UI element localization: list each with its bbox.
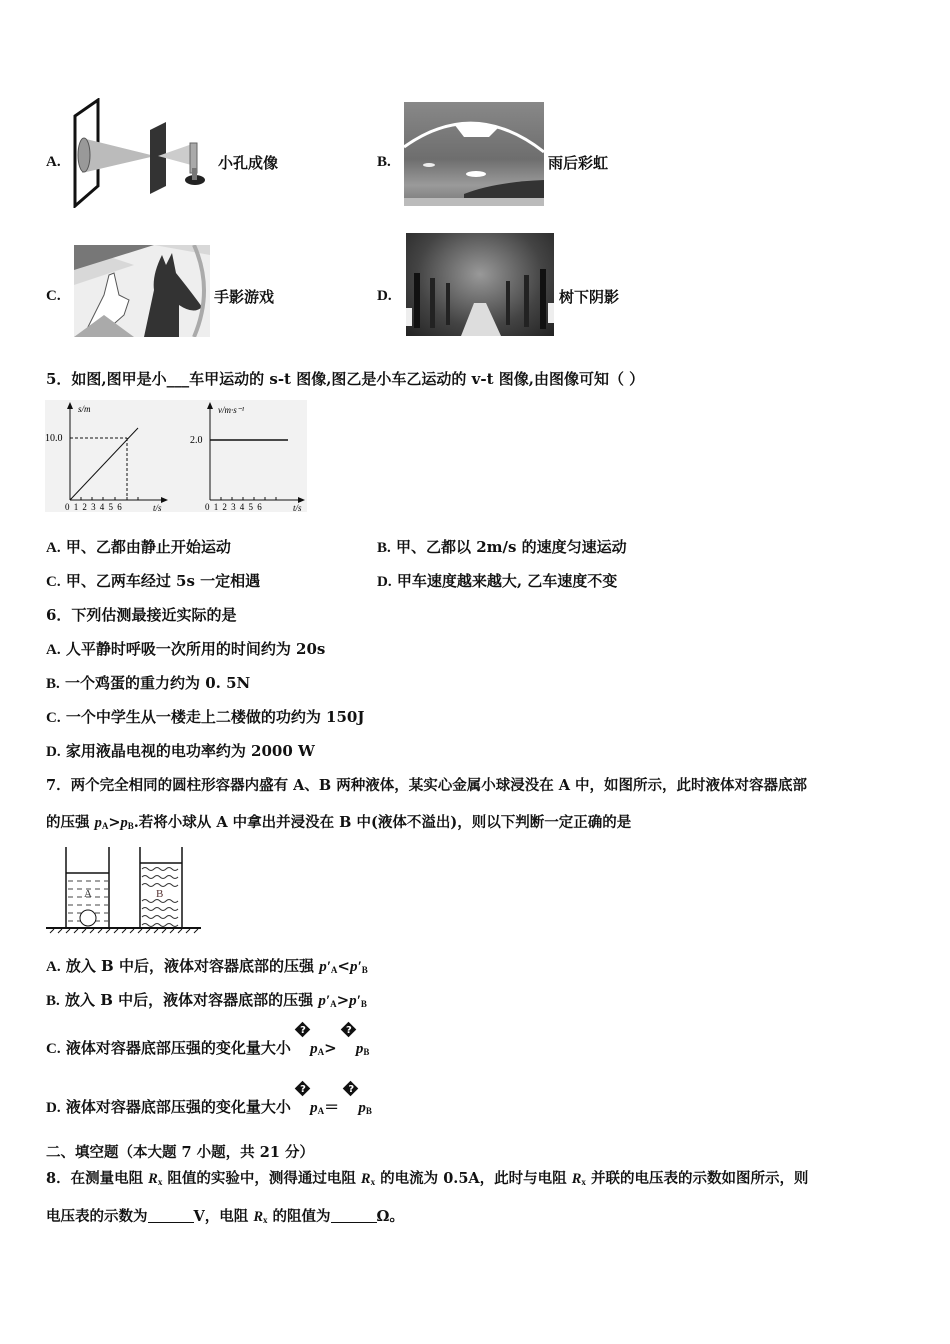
option-letter: A.: [46, 540, 61, 556]
subscript: x: [370, 1177, 376, 1187]
option-text: 放入 B 中后，液体对容器底部的压强: [65, 991, 319, 1009]
q7-option-c[interactable]: [46, 1025, 370, 1062]
option-letter: D.: [377, 574, 392, 590]
pressure-symbol: p: [120, 815, 128, 831]
q6-option-b[interactable]: [46, 673, 250, 694]
resistor-symbol: R: [360, 1171, 371, 1187]
svg-text:0123456: 0123456: [65, 502, 126, 512]
q7-stem-line1: 7．两个完全相同的圆柱形容器内盛有 A、B 两种液体，某实心金属小球浸没在 A 中，如图所示，此时液体对容器底部: [46, 777, 808, 794]
text: Ω。: [376, 1208, 404, 1225]
graph-jia-ymark: 10.0: [45, 433, 63, 444]
pressure-symbol: p′: [318, 993, 331, 1009]
resistance-answer-blank[interactable]: [331, 1208, 377, 1223]
container-b-label: B: [156, 888, 164, 900]
option-letter: A.: [46, 642, 61, 658]
q8-line1: [46, 1169, 808, 1192]
option-text: 液体对容器底部压强的变化量大小: [65, 1039, 297, 1057]
q5-graphs: [45, 400, 307, 512]
q5-stem: 5．如图,图甲是小___车甲运动的 s-t 图像,图乙是小车乙运动的 v-t 图像,由图像可知（ ）: [46, 370, 645, 388]
option-letter: C.: [46, 574, 61, 590]
subscript: B: [127, 821, 134, 831]
subscript: x: [157, 1177, 163, 1187]
option-text: 人平静时呼吸一次所用的时间约为 20s: [65, 640, 326, 658]
option-text: 放入 B 中后，液体对容器底部的压强: [65, 957, 320, 975]
q7-containers-figure: [46, 845, 206, 935]
q5-option-b[interactable]: [377, 537, 627, 558]
q8-line2: [46, 1207, 404, 1230]
q7-option-d[interactable]: [46, 1084, 372, 1121]
text: V，电阻: [193, 1208, 254, 1225]
option-text: 一个中学生从一楼走上二楼做的功约为 150J: [65, 708, 365, 726]
subscript: A: [101, 821, 109, 831]
q7-stem-line2: [46, 813, 631, 836]
hand-shadow-image: [74, 245, 210, 337]
svg-text:2.0: 2.0: [190, 435, 203, 446]
q4-option-c-caption: 手影游戏: [214, 288, 275, 306]
section-2-heading: 二、填空题（本大题 7 小题，共 21 分）: [46, 1144, 314, 1161]
text: 8．在测量电阻: [46, 1170, 149, 1187]
q7-option-a[interactable]: [46, 956, 368, 980]
text: 电压表的示数为: [46, 1208, 148, 1225]
option-letter: D.: [46, 1100, 61, 1116]
q7-option-b[interactable]: [46, 990, 367, 1014]
q4-option-d-letter: D.: [377, 288, 392, 304]
subscript: B: [365, 1106, 372, 1116]
option-letter: B.: [46, 676, 60, 692]
q4-option-b-caption: 雨后彩虹: [548, 154, 609, 172]
subscript: B: [363, 1047, 370, 1057]
tree-shadow-image: [406, 233, 554, 336]
text: 的阻值为: [267, 1208, 331, 1225]
subscript: B: [361, 965, 368, 975]
text: 的电流为 0.5A，此时与电阻: [375, 1170, 572, 1187]
resistor-symbol: R: [148, 1171, 158, 1187]
pressure-symbol: p′: [349, 959, 362, 975]
q4-option-c-letter: C.: [46, 288, 61, 304]
operator: >: [108, 814, 121, 831]
pressure-symbol: p: [310, 1041, 318, 1057]
option-text: 一个鸡蛋的重力约为 0. 5N: [65, 674, 251, 692]
option-letter: B.: [377, 540, 391, 556]
resistor-symbol: R: [253, 1209, 263, 1225]
subscript: x: [581, 1177, 586, 1187]
subscript: A: [317, 1106, 325, 1116]
pressure-symbol: p: [94, 815, 102, 831]
q6-option-d[interactable]: [46, 741, 315, 762]
missing-glyph-icon: ?: [296, 1082, 310, 1096]
q4-option-a-caption: 小孔成像: [218, 154, 279, 172]
subscript: B: [360, 999, 367, 1009]
option-letter: B.: [46, 993, 60, 1009]
option-text: 家用液晶电视的电功率约为 2000 W: [65, 742, 315, 760]
operator: >: [324, 1039, 337, 1057]
text: 并联的电压表的示数如图所示，则: [585, 1170, 809, 1187]
option-text: 甲、乙都以 2m/s 的速度匀速运动: [396, 538, 627, 556]
rainbow-image: [404, 102, 544, 206]
voltage-answer-blank[interactable]: [148, 1208, 194, 1223]
option-letter: A.: [46, 959, 61, 975]
option-text: 甲车速度越来越大, 乙车速度不变: [396, 572, 618, 590]
pressure-symbol: p: [310, 1100, 318, 1116]
pressure-symbol: p′: [319, 959, 331, 975]
subscript: A: [330, 965, 338, 975]
svg-text:0123456: 0123456: [205, 502, 266, 512]
pinhole-imaging-image: [70, 98, 215, 208]
text: 的压强: [46, 814, 95, 831]
subscript: A: [317, 1047, 325, 1057]
pressure-symbol: p: [355, 1041, 364, 1057]
missing-glyph-icon: ?: [296, 1023, 310, 1037]
text: 阻值的实验中，测得通过电阻: [162, 1170, 361, 1187]
operator: >: [336, 991, 350, 1009]
q4-option-a-letter: A.: [46, 154, 61, 170]
q4-option-b-letter: B.: [377, 154, 391, 170]
operator: ＝: [324, 1098, 340, 1116]
q6-option-a[interactable]: [46, 639, 325, 660]
resistor-symbol: R: [571, 1171, 582, 1187]
option-letter: D.: [46, 744, 61, 760]
subscript: x: [262, 1215, 268, 1225]
option-text: 甲、乙两车经过 5s 一定相遇: [65, 572, 261, 590]
container-a-label: A: [84, 888, 92, 900]
q5-option-a[interactable]: [46, 537, 231, 558]
svg-text:v/m·s⁻¹: v/m·s⁻¹: [218, 405, 245, 415]
q5-option-c[interactable]: [46, 571, 260, 592]
option-text: 液体对容器底部压强的变化量大小: [65, 1098, 297, 1116]
graph-jia-ylabel: s/m: [78, 404, 91, 414]
option-letter: C.: [46, 1041, 61, 1057]
svg-text:t/s: t/s: [293, 503, 302, 512]
svg-text:t/s: t/s: [153, 503, 162, 512]
text: .若将小球从 A 中拿出并浸没在 B 中(液体不溢出)，则以下判断一定正确的是: [133, 814, 632, 831]
option-text: 甲、乙都由静止开始运动: [65, 538, 231, 556]
operator: <: [337, 957, 350, 975]
missing-glyph-icon: ?: [344, 1082, 358, 1096]
option-letter: C.: [46, 710, 61, 726]
q6-stem: 6．下列估测最接近实际的是: [46, 606, 237, 624]
pressure-symbol: p: [358, 1100, 366, 1116]
missing-glyph-icon: ?: [342, 1023, 356, 1037]
pressure-symbol: p′: [349, 993, 361, 1009]
q4-option-d-caption: 树下阴影: [559, 288, 620, 306]
subscript: A: [330, 999, 337, 1009]
q5-option-d[interactable]: [377, 571, 617, 592]
q6-option-c[interactable]: [46, 707, 364, 728]
